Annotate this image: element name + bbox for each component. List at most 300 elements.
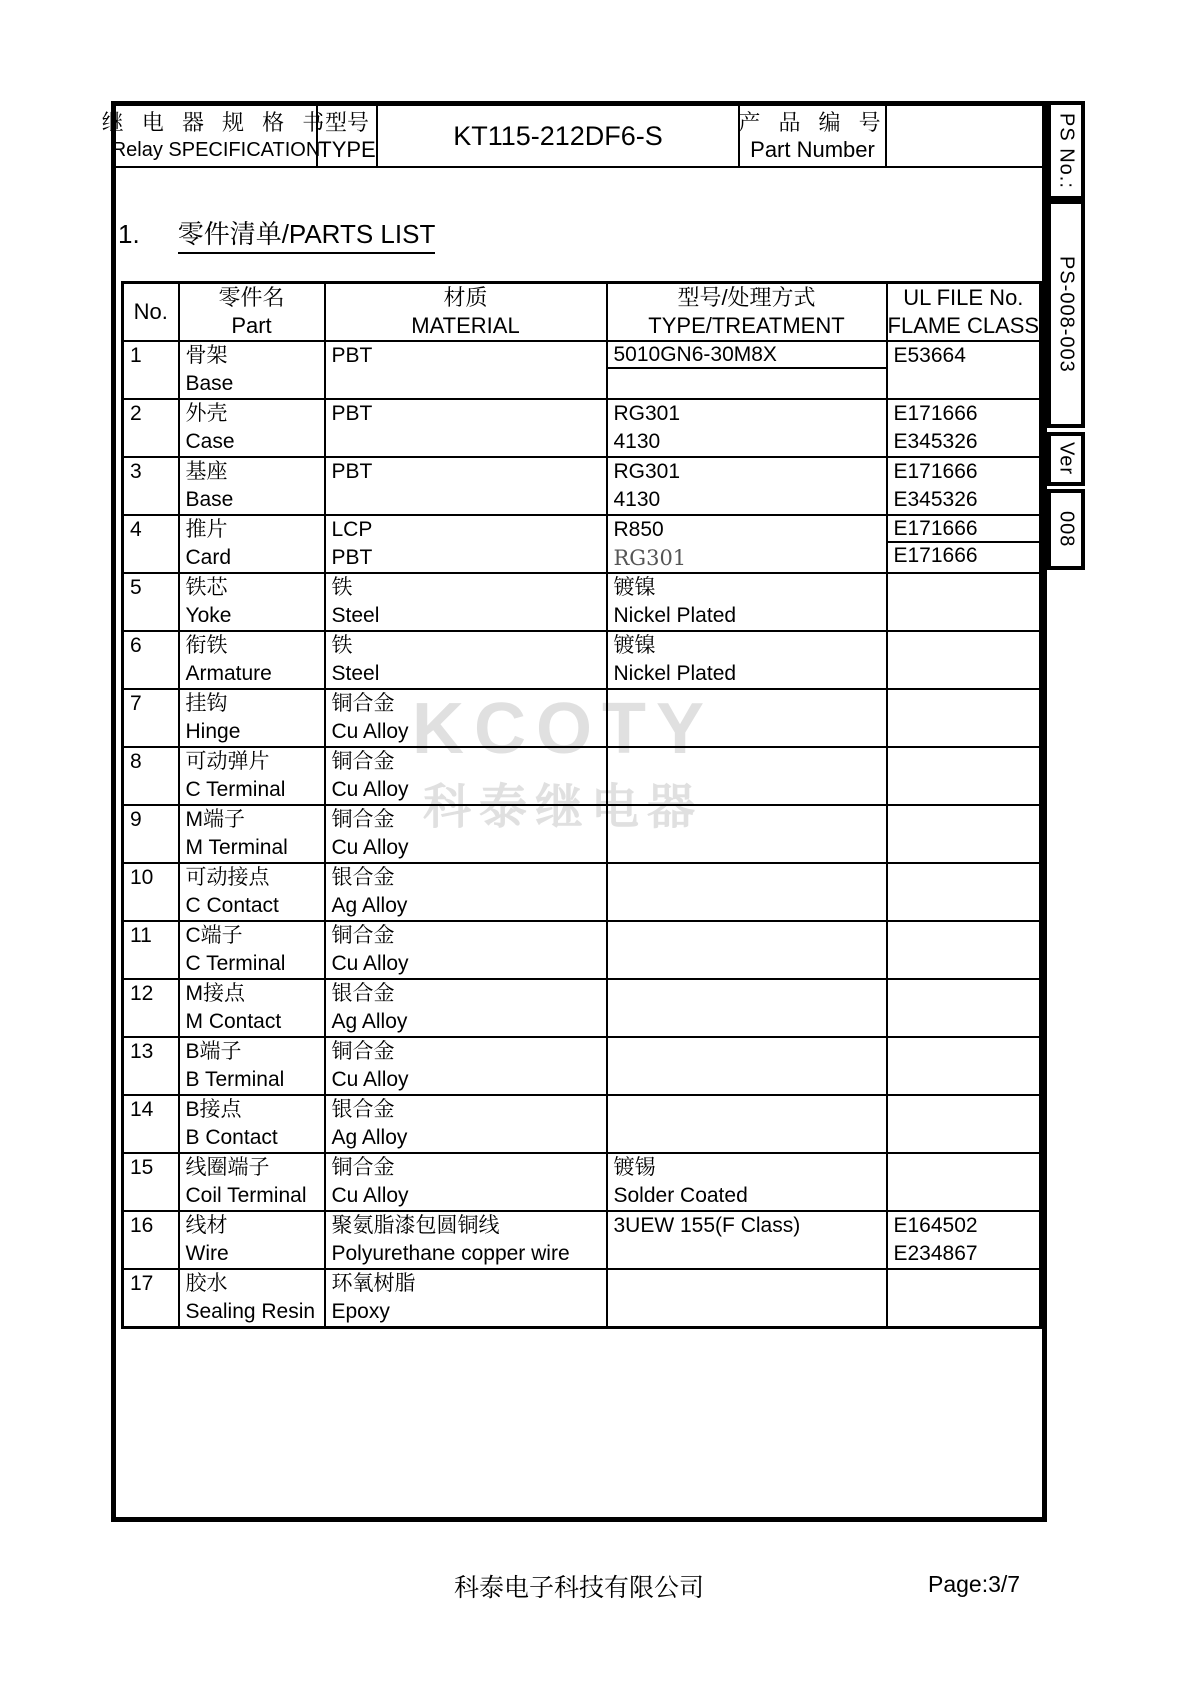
part-name-en: C Terminal: [185, 778, 286, 801]
part-cell: [179, 1269, 325, 1328]
table-row: [123, 341, 1041, 399]
ul-file-cell: [887, 805, 1041, 863]
material-cell: [325, 1095, 607, 1153]
type-value-line1: 镀镍: [613, 634, 656, 657]
part-name-en: Hinge: [185, 720, 241, 743]
material-en: Steel: [331, 604, 380, 627]
part-number-label-cn: 产 品 编 号: [738, 110, 887, 135]
material-en: PBT: [331, 546, 373, 569]
row-no-cell: [123, 863, 179, 921]
row-no-cell: [123, 457, 179, 515]
ps-no-label-box: [1047, 101, 1085, 200]
type-value-line1: [608, 864, 886, 892]
type-value-line1: 5010GN6-30M8X: [608, 342, 886, 369]
table-row: [123, 805, 1041, 863]
row-number: 6: [130, 634, 142, 657]
ul-file-line1: E171666: [888, 516, 1040, 543]
part-name-cn: 骨架: [185, 344, 228, 367]
table-row: [123, 979, 1041, 1037]
material-cell: [325, 1211, 607, 1269]
ul-file-line2: [888, 834, 1040, 862]
material-cn: 银合金: [331, 1098, 395, 1121]
ul-file-line1: [888, 922, 1040, 950]
type-treatment-cell: [607, 1095, 887, 1153]
part-name-cn: M端子: [185, 808, 245, 831]
material-en: Cu Alloy: [331, 952, 409, 975]
part-name-cn: 可动弹片: [185, 750, 270, 773]
row-no-cell: [123, 805, 179, 863]
ul-file-line2: [888, 1182, 1040, 1210]
material-en: Cu Alloy: [331, 1068, 409, 1091]
ul-file-cell: [887, 1037, 1041, 1095]
part-name-en: Yoke: [185, 604, 232, 627]
part-name-en: B Contact: [185, 1126, 278, 1149]
ul-file-cell: [887, 515, 1041, 573]
part-name-en: Case: [185, 430, 235, 453]
ul-file-line1: [888, 690, 1040, 718]
material-en: Polyurethane copper wire: [331, 1242, 570, 1265]
section-title-text: 零件清单/PARTS LIST: [178, 218, 436, 254]
col-header-material: [325, 283, 607, 342]
type-value-line2: [608, 718, 886, 746]
material-cn: 铁: [331, 576, 353, 599]
col-header-type-cn: 型号/处理方式: [677, 285, 816, 310]
table-row: [123, 747, 1041, 805]
type-treatment-cell: [607, 1211, 887, 1269]
material-cell: [325, 1269, 607, 1328]
type-value-line2: [608, 950, 886, 978]
material-cell: [325, 921, 607, 979]
part-name-cn: 外壳: [185, 402, 228, 425]
col-header-type-en: TYPE/TREATMENT: [648, 313, 845, 338]
part-name-cn: M接点: [185, 982, 245, 1005]
material-cell: [325, 573, 607, 631]
parts-list-table: [121, 281, 1042, 1329]
type-value-line1: [608, 1270, 886, 1298]
ul-file-cell: [887, 863, 1041, 921]
material-cell: [325, 515, 607, 573]
ul-file-line1: [888, 980, 1040, 1008]
type-treatment-cell: [607, 515, 887, 573]
row-number: 15: [130, 1156, 154, 1179]
table-row: [123, 689, 1041, 747]
row-number: 14: [130, 1098, 154, 1121]
part-number-label-cell: [740, 106, 887, 166]
material-cn: 银合金: [331, 982, 395, 1005]
ul-file-line1: [888, 1096, 1040, 1124]
version-label: Ver: [1055, 442, 1078, 476]
version-label-box: [1047, 432, 1085, 486]
material-en: Cu Alloy: [331, 836, 409, 859]
type-value-line2: [608, 1008, 886, 1036]
row-number: 5: [130, 576, 142, 599]
material-en: Steel: [331, 662, 380, 685]
type-treatment-cell: [607, 921, 887, 979]
part-name-en: Base: [185, 488, 234, 511]
col-header-part-en: Part: [231, 313, 272, 338]
part-name-en: M Contact: [185, 1010, 282, 1033]
row-number: 8: [130, 750, 142, 773]
section-title: [118, 218, 435, 254]
ul-file-cell: [887, 631, 1041, 689]
parts-table-body: [123, 341, 1041, 1328]
ps-no-value: PS-008-003: [1055, 255, 1078, 373]
material-cell: [325, 747, 607, 805]
type-treatment-cell: [607, 863, 887, 921]
ul-file-line1: [888, 1038, 1040, 1066]
part-name-en: C Terminal: [185, 952, 286, 975]
ul-file-line1: [888, 806, 1040, 834]
material-en: Ag Alloy: [331, 894, 408, 917]
part-name-cn: 基座: [185, 460, 228, 483]
row-no-cell: [123, 1037, 179, 1095]
type-value-line1: [608, 980, 886, 1008]
material-cn: PBT: [331, 402, 373, 425]
table-row: [123, 1153, 1041, 1211]
type-value-line1: [608, 806, 886, 834]
row-number: 3: [130, 460, 142, 483]
part-name-cn: 铁芯: [185, 576, 228, 599]
ul-file-line1: [888, 748, 1040, 776]
part-cell: [179, 341, 325, 399]
ul-file-line1: E53664: [893, 344, 966, 367]
material-cell: [325, 805, 607, 863]
type-treatment-cell: [607, 573, 887, 631]
col-header-ul-line1: UL FILE No.: [903, 285, 1024, 310]
row-no-cell: [123, 631, 179, 689]
part-number-label-en: Part Number: [750, 137, 875, 162]
spec-title-cell: [101, 106, 331, 166]
row-no-cell: [123, 979, 179, 1037]
type-value-line2: Nickel Plated: [613, 604, 737, 627]
row-number: 2: [130, 402, 142, 425]
ps-no-label: PS No.:: [1055, 112, 1078, 189]
page-header: [101, 106, 1042, 168]
ul-file-line1: [888, 632, 1040, 660]
type-treatment-cell: [607, 979, 887, 1037]
type-value-line1: [608, 690, 886, 718]
row-number: 4: [130, 518, 142, 541]
row-no-cell: [123, 341, 179, 399]
type-value-line1: RG301: [613, 402, 681, 425]
spec-title-cn: 继 电 器 规 格 书: [101, 110, 331, 135]
col-header-material-en: MATERIAL: [411, 313, 520, 338]
table-row: [123, 1095, 1041, 1153]
material-cn: 铜合金: [331, 1040, 395, 1063]
row-number: 13: [130, 1040, 154, 1063]
part-name-en: Armature: [185, 662, 272, 685]
ul-file-line2: [888, 660, 1040, 688]
type-value-line2: [608, 776, 886, 804]
type-value-line2: [608, 1240, 886, 1268]
table-row: [123, 573, 1041, 631]
ul-file-line1: [888, 574, 1040, 602]
part-name-cn: 衔铁: [185, 634, 228, 657]
material-en: [326, 370, 606, 398]
part-cell: [179, 863, 325, 921]
footer-company-name: 科泰电子科技有限公司: [453, 1574, 704, 1602]
part-name-cn: B端子: [185, 1040, 242, 1063]
type-value-line1: 镀锡: [613, 1156, 656, 1179]
material-en: Cu Alloy: [331, 778, 409, 801]
material-cell: [325, 457, 607, 515]
material-cn: PBT: [331, 344, 373, 367]
row-number: 7: [130, 692, 142, 715]
ul-file-cell: [887, 689, 1041, 747]
row-no-cell: [123, 1269, 179, 1328]
ul-file-line2: [888, 892, 1040, 920]
part-cell: [179, 1095, 325, 1153]
material-cn: LCP: [331, 518, 373, 541]
material-cell: [325, 631, 607, 689]
row-no-cell: [123, 1095, 179, 1153]
material-cn: 环氧树脂: [331, 1272, 416, 1295]
type-value-line2: 4130: [613, 430, 661, 453]
material-en: Ag Alloy: [331, 1010, 408, 1033]
table-row: [123, 457, 1041, 515]
watermark-company-text: 科泰继电器: [422, 781, 703, 834]
row-no-cell: [123, 689, 179, 747]
type-value-line1: [608, 748, 886, 776]
col-header-part-cn: 零件名: [218, 285, 285, 310]
part-name-en: Wire: [185, 1242, 229, 1265]
ul-file-line2: [888, 950, 1040, 978]
part-name-en: C Contact: [185, 894, 279, 917]
part-cell: [179, 573, 325, 631]
material-cn: 银合金: [331, 866, 395, 889]
ul-file-line1: [888, 864, 1040, 892]
type-value-line2: Solder Coated: [613, 1184, 748, 1207]
part-cell: [179, 689, 325, 747]
ul-file-cell: [887, 1269, 1041, 1328]
table-row: [123, 515, 1041, 573]
part-cell: [179, 631, 325, 689]
type-treatment-cell: [607, 341, 887, 399]
part-cell: [179, 457, 325, 515]
ul-file-line2: [888, 718, 1040, 746]
material-en: [326, 486, 606, 514]
material-en: [326, 428, 606, 456]
col-header-ul: [887, 283, 1041, 342]
ul-file-line1: E164502: [893, 1214, 978, 1237]
type-value-line1: 镀镍: [613, 576, 656, 599]
type-treatment-cell: [607, 805, 887, 863]
part-name-en: Coil Terminal: [185, 1184, 307, 1207]
row-no-cell: [123, 399, 179, 457]
material-cell: [325, 399, 607, 457]
table-row: [123, 399, 1041, 457]
type-treatment-cell: [607, 399, 887, 457]
material-en: Cu Alloy: [331, 1184, 409, 1207]
ul-file-cell: [887, 399, 1041, 457]
ul-file-line2: [888, 1124, 1040, 1152]
col-header-type: [607, 283, 887, 342]
part-name-cn: 胶水: [185, 1272, 228, 1295]
part-name-cn: 可动接点: [185, 866, 270, 889]
material-cn: 铜合金: [331, 692, 395, 715]
col-header-no-label: No.: [133, 299, 168, 324]
ul-file-cell: [887, 573, 1041, 631]
row-no-cell: [123, 921, 179, 979]
type-treatment-cell: [607, 1037, 887, 1095]
watermark-logo-text: KCOTY: [412, 689, 714, 769]
part-cell: [179, 747, 325, 805]
part-name-en: Card: [185, 546, 232, 569]
part-name-en: Sealing Resin: [185, 1300, 316, 1323]
ul-file-line2: [888, 1008, 1040, 1036]
row-number: 9: [130, 808, 142, 831]
ul-file-line1: [888, 1154, 1040, 1182]
type-value-line2: [608, 1298, 886, 1326]
version-value-box: [1047, 489, 1085, 570]
version-value: 008: [1055, 511, 1078, 548]
material-cell: [325, 341, 607, 399]
ul-file-line2: E171666: [893, 544, 978, 567]
ul-file-cell: [887, 747, 1041, 805]
part-cell: [179, 805, 325, 863]
material-cell: [325, 1037, 607, 1095]
part-cell: [179, 399, 325, 457]
material-en: Epoxy: [331, 1300, 390, 1323]
type-value-line2: [608, 1066, 886, 1094]
row-number: 17: [130, 1272, 154, 1295]
material-cell: [325, 1153, 607, 1211]
type-value-cell: [378, 106, 740, 166]
material-cell: [325, 979, 607, 1037]
footer-page-number: Page:3/7: [928, 1571, 1021, 1597]
type-value-line1: [608, 1038, 886, 1066]
ul-file-cell: [887, 921, 1041, 979]
type-label-cell: [318, 106, 378, 166]
col-header-ul-line2: FLAME CLASS: [887, 313, 1040, 338]
type-value-line2: Nickel Plated: [613, 662, 737, 685]
ul-file-cell: [887, 1153, 1041, 1211]
type-value-line2: 4130: [613, 488, 661, 511]
ps-no-value-box: [1047, 200, 1085, 428]
type-value-line1: R850: [613, 518, 664, 541]
ul-file-cell: [887, 979, 1041, 1037]
type-treatment-cell: [607, 631, 887, 689]
row-no-cell: [123, 1153, 179, 1211]
ul-file-cell: [887, 341, 1041, 399]
row-number: 1: [130, 344, 142, 367]
type-label-en: TYPE: [318, 137, 376, 162]
ul-file-line2: E345326: [893, 430, 978, 453]
part-cell: [179, 1153, 325, 1211]
type-label-cn: 型号: [324, 110, 369, 135]
part-name-en: B Terminal: [185, 1068, 285, 1091]
table-row: [123, 1211, 1041, 1269]
part-name-en: M Terminal: [185, 836, 288, 859]
type-value-line1: RG301: [613, 460, 681, 483]
table-header-row: [123, 283, 1041, 342]
part-cell: [179, 979, 325, 1037]
row-no-cell: [123, 747, 179, 805]
material-en: Ag Alloy: [331, 1126, 408, 1149]
ul-file-line2: [888, 1066, 1040, 1094]
table-row: [123, 631, 1041, 689]
type-treatment-cell: [607, 457, 887, 515]
material-cn: 铜合金: [331, 808, 395, 831]
type-value-line2: [608, 834, 886, 862]
type-treatment-cell: [607, 689, 887, 747]
material-en: Cu Alloy: [331, 720, 409, 743]
part-name-cn: 推片: [185, 518, 228, 541]
part-cell: [179, 921, 325, 979]
row-no-cell: [123, 573, 179, 631]
part-name-cn: 线材: [185, 1214, 228, 1237]
row-no-cell: [123, 515, 179, 573]
part-name-cn: 线圈端子: [185, 1156, 270, 1179]
material-cn: PBT: [331, 460, 373, 483]
material-cn: 聚氨脂漆包圆铜线: [331, 1214, 500, 1237]
table-row: [123, 1269, 1041, 1328]
ul-file-cell: [887, 457, 1041, 515]
material-cn: 铜合金: [331, 1156, 395, 1179]
type-value-line1: 3UEW 155(F Class): [613, 1214, 801, 1237]
spec-title-en: Relay SPECIFICATION: [111, 139, 321, 161]
type-value-line2: [608, 892, 886, 920]
material-cn: 铜合金: [331, 924, 395, 947]
type-value-line2: [608, 1124, 886, 1152]
col-header-part: [179, 283, 325, 342]
part-name-cn: B接点: [185, 1098, 242, 1121]
section-number: 1.: [118, 219, 140, 249]
type-treatment-cell: [607, 1269, 887, 1328]
type-treatment-cell: [607, 1153, 887, 1211]
relay-type-value: KT115-212DF6-S: [453, 120, 663, 151]
ul-file-cell: [887, 1095, 1041, 1153]
table-row: [123, 863, 1041, 921]
material-cn: 铜合金: [331, 750, 395, 773]
col-header-no: [123, 283, 179, 342]
type-treatment-cell: [607, 747, 887, 805]
table-row: [123, 921, 1041, 979]
ul-file-line2: [888, 776, 1040, 804]
type-value-line2: [608, 369, 886, 396]
table-row: [123, 1037, 1041, 1095]
ul-file-line1: [888, 1270, 1040, 1298]
row-no-cell: [123, 1211, 179, 1269]
ul-file-line2: [888, 370, 1040, 398]
part-name-en: Base: [185, 372, 234, 395]
material-cn: 铁: [331, 634, 353, 657]
row-number: 12: [130, 982, 154, 1005]
type-value-line1: [608, 922, 886, 950]
part-name-cn: C端子: [185, 924, 243, 947]
ul-file-line2: E234867: [893, 1242, 978, 1265]
row-number: 16: [130, 1214, 154, 1237]
material-cell: [325, 863, 607, 921]
row-number: 11: [130, 924, 152, 947]
part-cell: [179, 515, 325, 573]
ul-file-line2: [888, 1298, 1040, 1326]
row-number: 10: [130, 866, 154, 889]
type-value-line2: RG301: [613, 546, 687, 570]
part-name-cn: 挂钩: [185, 692, 228, 715]
ul-file-line2: E345326: [893, 488, 978, 511]
part-cell: [179, 1037, 325, 1095]
ul-file-cell: [887, 1211, 1041, 1269]
material-cell: [325, 689, 607, 747]
col-header-material-cn: 材质: [443, 285, 488, 310]
ul-file-line2: [888, 602, 1040, 630]
type-value-line1: [608, 1096, 886, 1124]
part-number-value-cell: [887, 106, 1042, 166]
part-cell: [179, 1211, 325, 1269]
ul-file-line1: E171666: [893, 460, 978, 483]
ul-file-line1: E171666: [893, 402, 978, 425]
